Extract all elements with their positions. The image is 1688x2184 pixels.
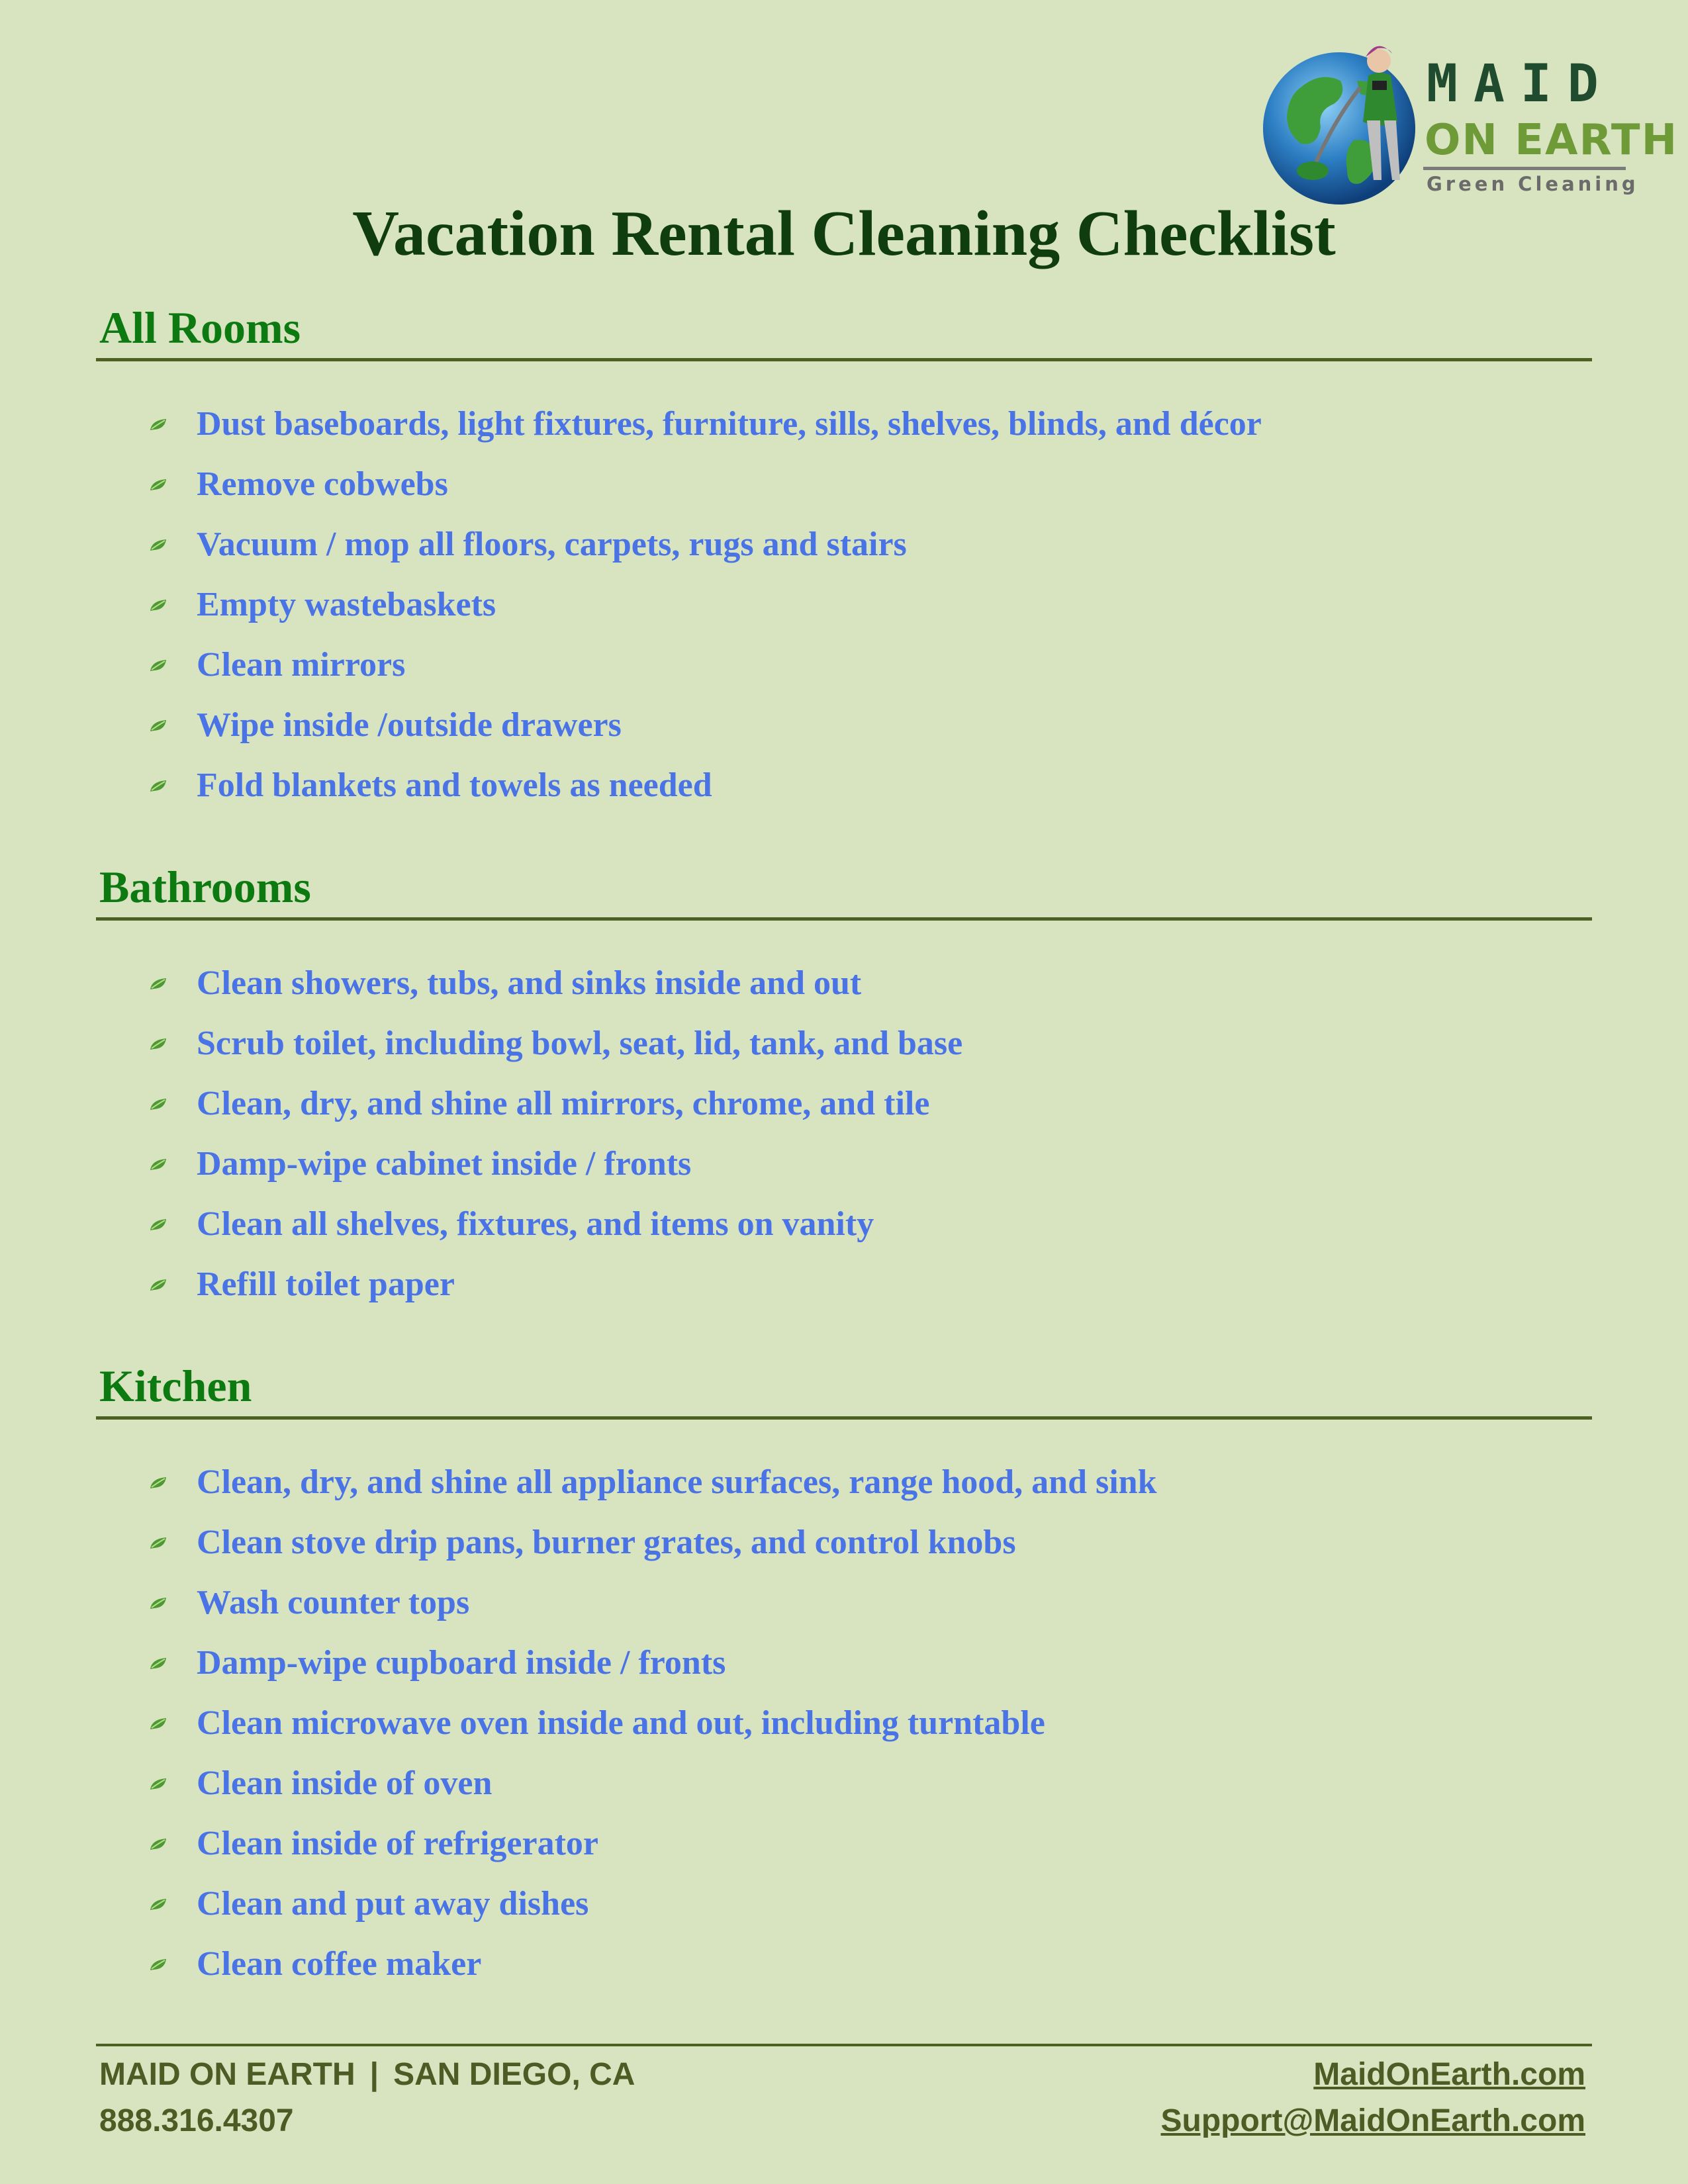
- checklist-item-text: Clean, dry, and shine all mirrors, chrome, and tile: [197, 1085, 930, 1123]
- website-link[interactable]: MaidOnEarth.com: [1313, 2057, 1585, 2092]
- footer-contact: [99, 2052, 635, 2144]
- checklist-item-text: Damp-wipe cupboard inside / fronts: [197, 1644, 726, 1682]
- checklist-item-text: Clean coffee maker: [197, 1945, 482, 1983]
- footer-links: [1161, 2052, 1585, 2144]
- checklist-item: [96, 455, 1592, 515]
- green-leaf-icon: [149, 1897, 167, 1911]
- green-leaf-icon: [149, 977, 167, 991]
- checklist-item-text: Clean microwave oven inside and out, including turntable: [197, 1704, 1045, 1743]
- green-leaf-icon: [149, 1158, 167, 1171]
- logo-tagline: Green Cleaning: [1427, 173, 1639, 195]
- green-leaf-icon: [149, 1037, 167, 1051]
- green-leaf-icon: [149, 1218, 167, 1232]
- page-title: Vacation Rental Cleaning Checklist: [352, 198, 1336, 269]
- checklist-item-text: Vacuum / mop all floors, carpets, rugs and stairs: [197, 525, 907, 564]
- green-leaf-icon: [149, 1777, 167, 1791]
- green-leaf-icon: [149, 1837, 167, 1851]
- checklist-item: [96, 1633, 1592, 1694]
- checklist-item-text: Clean all shelves, fixtures, and items on vanity: [197, 1205, 874, 1244]
- section-bathrooms: [96, 860, 1592, 1315]
- checklist-item: [96, 1814, 1592, 1874]
- checklist-item-text: Clean showers, tubs, and sinks inside and out: [197, 964, 862, 1003]
- footer-separator: |: [369, 2057, 379, 2092]
- section-divider: [96, 358, 1592, 361]
- green-leaf-icon: [149, 1097, 167, 1111]
- section-heading: Kitchen: [99, 1361, 252, 1411]
- green-leaf-icon: [149, 1657, 167, 1670]
- checklist-item: [96, 1074, 1592, 1134]
- section-divider: [96, 917, 1592, 921]
- checklist-item: [96, 1754, 1592, 1814]
- footer-divider: [96, 2044, 1592, 2046]
- checklist-item-text: Clean and put away dishes: [197, 1885, 589, 1923]
- logo-divider: [1423, 167, 1626, 170]
- checklist-item: [96, 1573, 1592, 1633]
- checklist-item: [96, 1453, 1592, 1513]
- footer-location: SAN DIEGO, CA: [393, 2057, 635, 2092]
- checklist-item-text: Wash counter tops: [197, 1584, 470, 1622]
- checklist-item-text: Damp-wipe cabinet inside / fronts: [197, 1145, 692, 1183]
- checklist-item-text: Clean, dry, and shine all appliance surfaces, range hood, and sink: [197, 1463, 1157, 1502]
- checklist-item: [96, 1014, 1592, 1074]
- section-kitchen: [96, 1359, 1592, 1995]
- checklist-item: [96, 954, 1592, 1014]
- checklist: [96, 394, 1592, 816]
- checklist-item-text: Clean inside of oven: [197, 1764, 492, 1803]
- checklist-item-text: Dust baseboards, light fixtures, furniture, sills, shelves, blinds, and décor: [197, 405, 1262, 443]
- footer-company: MAID ON EARTH: [99, 2057, 355, 2092]
- green-leaf-icon: [149, 1476, 167, 1490]
- green-leaf-icon: [149, 719, 167, 733]
- checklist: [96, 1453, 1592, 1995]
- section-heading: Bathrooms: [99, 862, 311, 912]
- footer-phone: 888.316.4307: [99, 2103, 294, 2138]
- checklist-item: [96, 1255, 1592, 1315]
- checklist-item: [96, 1513, 1592, 1573]
- checklist-item-text: Clean mirrors: [197, 646, 406, 684]
- section-heading: All Rooms: [99, 302, 301, 353]
- green-leaf-icon: [149, 1278, 167, 1292]
- green-leaf-icon: [149, 1596, 167, 1610]
- green-leaf-icon: [149, 418, 167, 432]
- checklist-item: [96, 635, 1592, 696]
- section-all-rooms: [96, 301, 1592, 816]
- checklist-item: [96, 1134, 1592, 1195]
- section-divider: [96, 1416, 1592, 1420]
- green-leaf-icon: [149, 779, 167, 793]
- checklist-item-text: Clean stove drip pans, burner grates, and control knobs: [197, 1524, 1016, 1562]
- checklist-item-text: Empty wastebaskets: [197, 586, 496, 624]
- green-leaf-icon: [149, 659, 167, 672]
- green-leaf-icon: [149, 1536, 167, 1550]
- checklist-item: [96, 575, 1592, 635]
- checklist-item: [96, 515, 1592, 575]
- checklist-item-text: Scrub toilet, including bowl, seat, lid, tank, and base: [197, 1024, 963, 1063]
- checklist-item: [96, 1195, 1592, 1255]
- green-leaf-icon: [149, 1717, 167, 1731]
- checklist-item: [96, 1694, 1592, 1754]
- checklist-item: [96, 756, 1592, 816]
- checklist-item-text: Clean inside of refrigerator: [197, 1825, 598, 1863]
- checklist-item-text: Remove cobwebs: [197, 465, 448, 504]
- checklist-item-text: Refill toilet paper: [197, 1265, 455, 1304]
- logo-word-on-earth: ON EARTH: [1425, 116, 1679, 165]
- checklist: [96, 954, 1592, 1315]
- green-leaf-icon: [149, 1958, 167, 1972]
- support-email-link[interactable]: Support@MaidOnEarth.com: [1160, 2103, 1585, 2138]
- green-leaf-icon: [149, 598, 167, 612]
- checklist-item: [96, 696, 1592, 756]
- logo-word-maid: MAID: [1427, 54, 1615, 114]
- checklist-item: [96, 394, 1592, 455]
- green-leaf-icon: [149, 538, 167, 552]
- checklist-item-text: Wipe inside /outside drawers: [197, 706, 622, 745]
- checklist-item-text: Fold blankets and towels as needed: [197, 766, 712, 805]
- green-leaf-icon: [149, 478, 167, 492]
- checklist-item: [96, 1874, 1592, 1934]
- checklist-item: [96, 1934, 1592, 1995]
